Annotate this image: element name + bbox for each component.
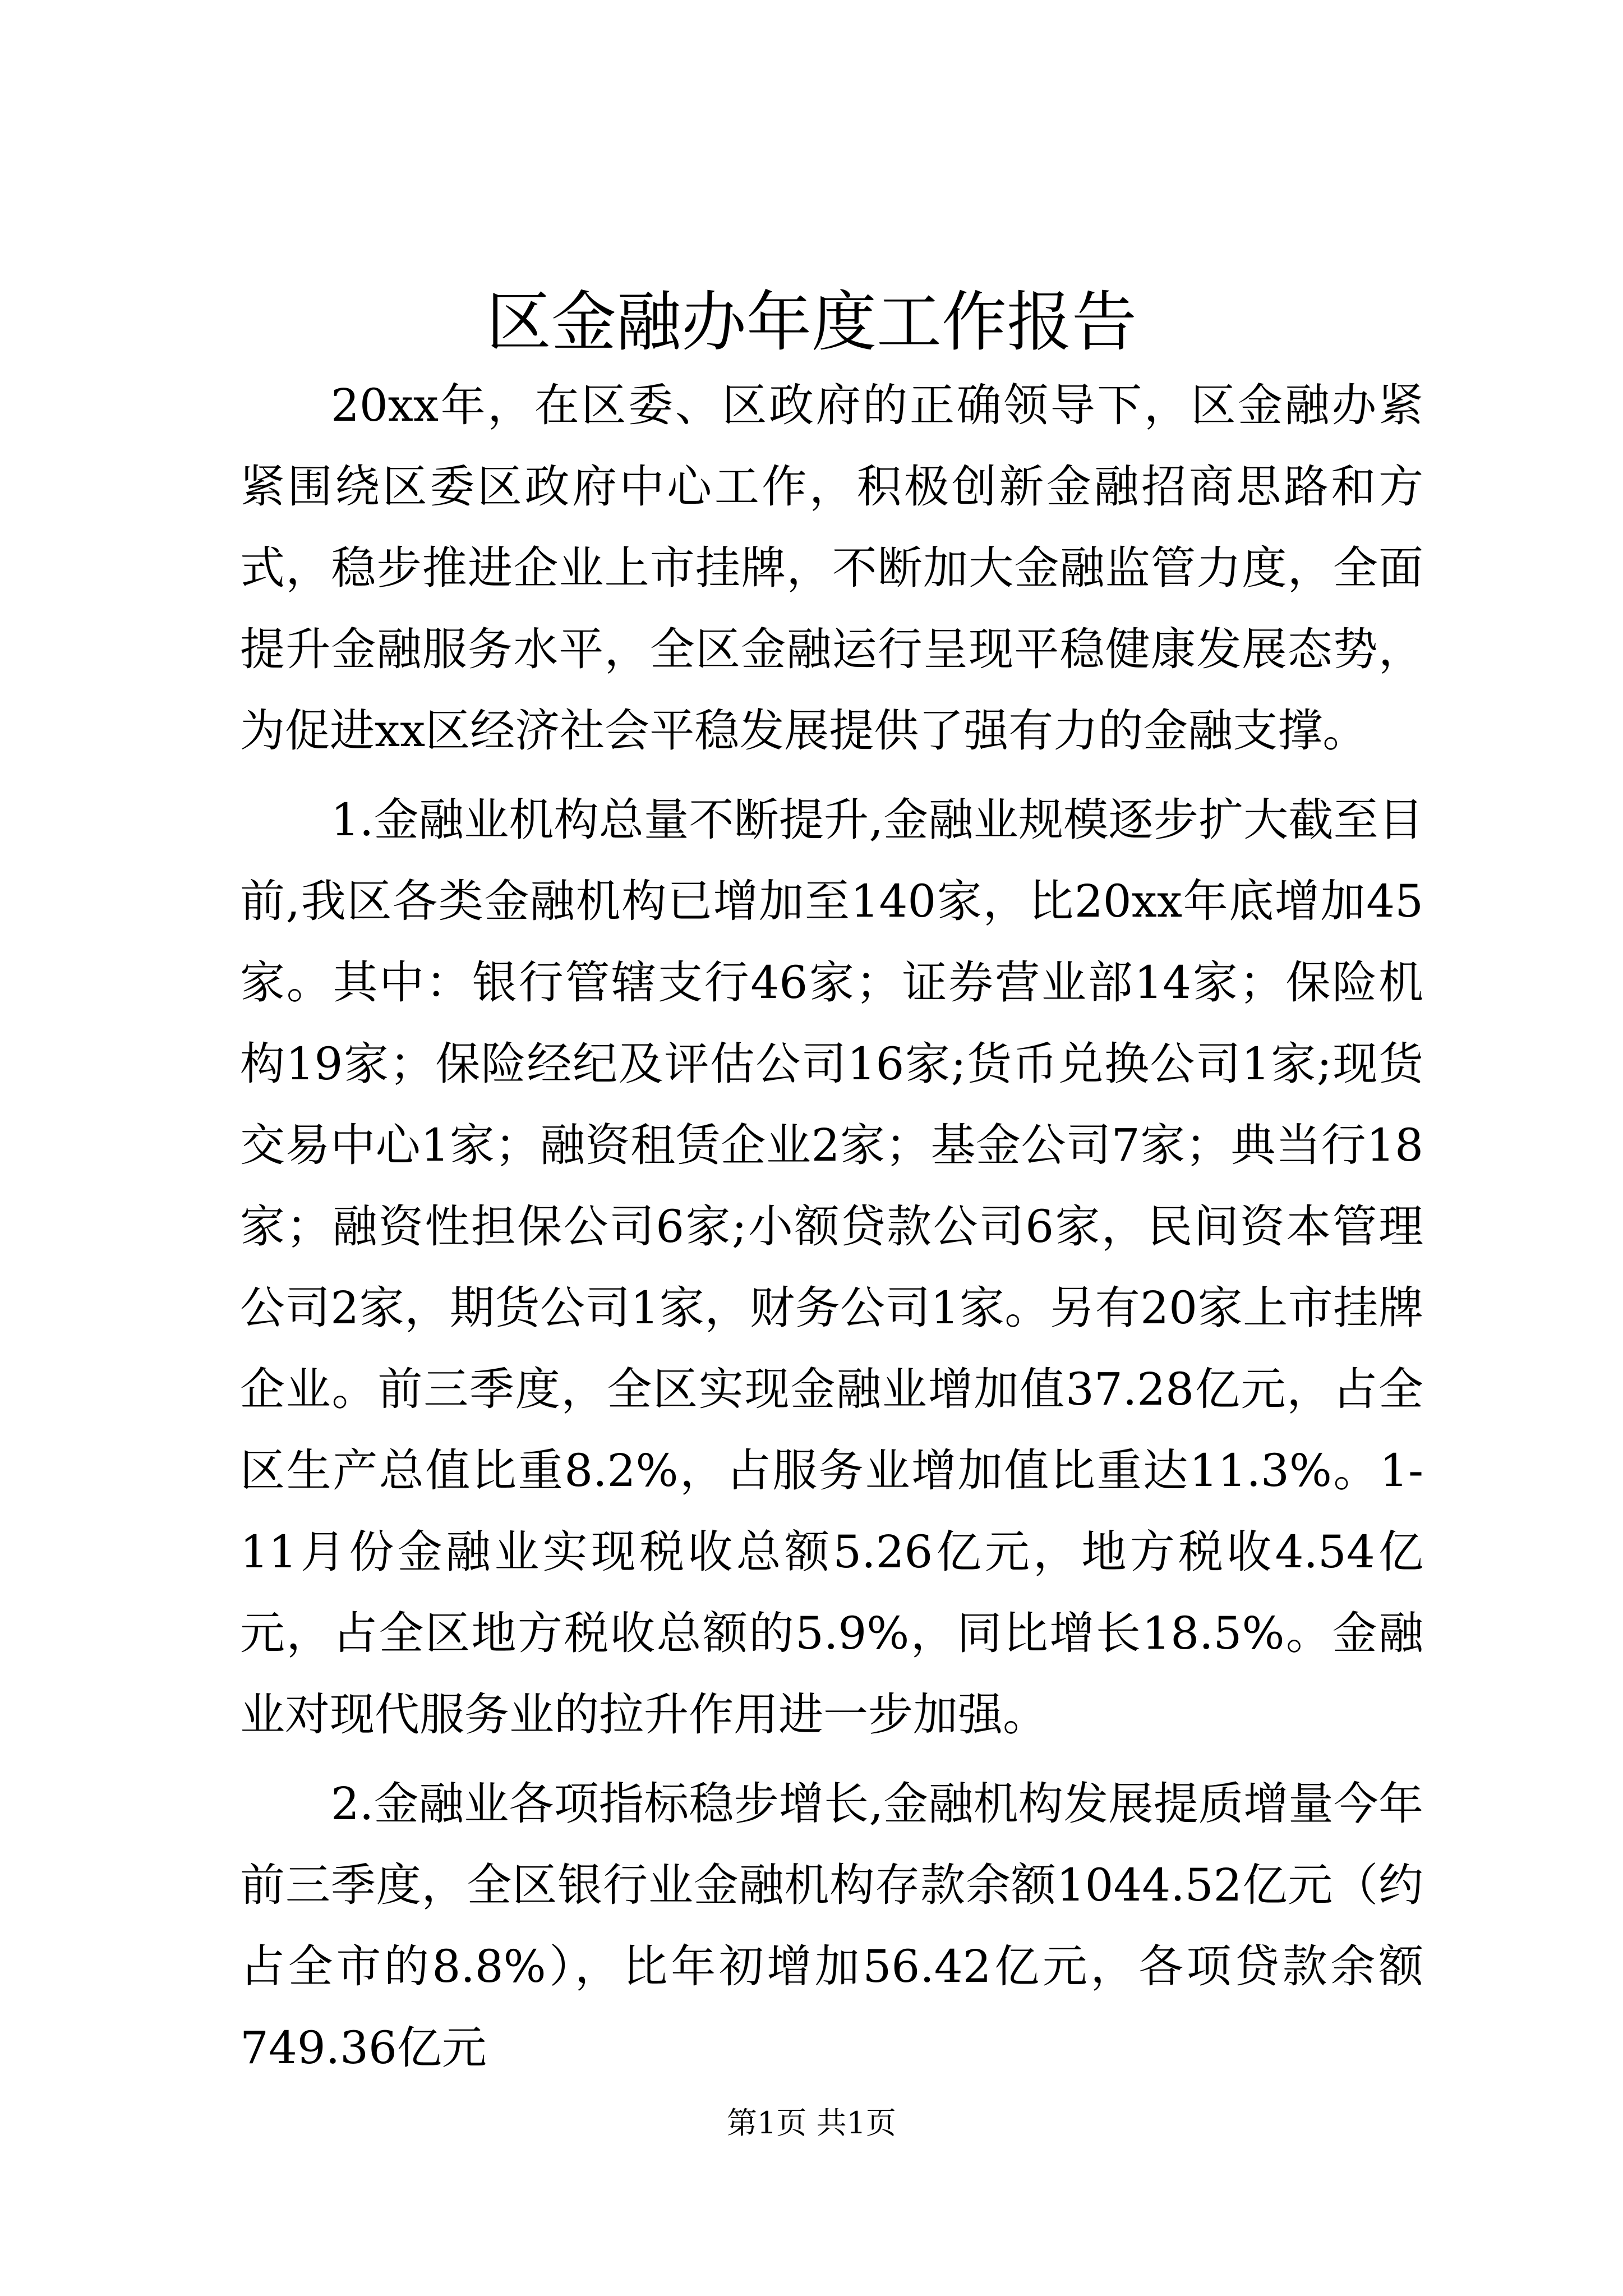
page-footer: 第1页 共1页 (727, 2105, 896, 2141)
paragraph-section-1: 1.金融业机构总量不断提升,金融业规模逐步扩大截至目前,我区各类金融机构已增加至140家，比20xx年底增加45家。其中：银行管辖支行46家；证券营业部14家；保险机构19家；保险经纪及评估公司16家;货币兑换公司1家;现货交易中心1家；融资租赁企业2家；基金公司7家；典当行18家；融资性担保公司6家;小额贷款公司6家，民间资本管理公司2家，期货公司1家，财务公司1家。另有20家上市挂牌企业。前三季度，全区实现金融业增加值37.28亿元，占全区生产总值比重8.2%，占服务业增加值比重达11.3%。1-11月份金融业实现税收总额5.26亿元，地方税收4.54亿元，占全区地方税收总额的5.9%，同比增长18.5%。金融业对现代服务业的拉升作用进一步加强。 (240, 794, 1423, 1741)
paragraph-section-2: 2.金融业各项指标稳步增长,金融机构发展提质增量今年前三季度，全区银行业金融机构存款余额1044.52亿元（约占全市的8.8%），比年初增加56.42亿元，各项贷款余额749.36亿元 (240, 1778, 1423, 2074)
document-title: 区金融办年度工作报告 (486, 284, 1137, 360)
document-body (240, 365, 1423, 2096)
paragraph-intro: 20xx年，在区委、区政府的正确领导下，区金融办紧紧围绕区委区政府中心工作，积极创新金融招商思路和方式，稳步推进企业上市挂牌，不断加大金融监管力度，全面提升金融服务水平，全区金融运行呈现平稳健康发展态势，为促进xx区经济社会平稳发展提供了强有力的金融支撑。 (240, 379, 1423, 757)
